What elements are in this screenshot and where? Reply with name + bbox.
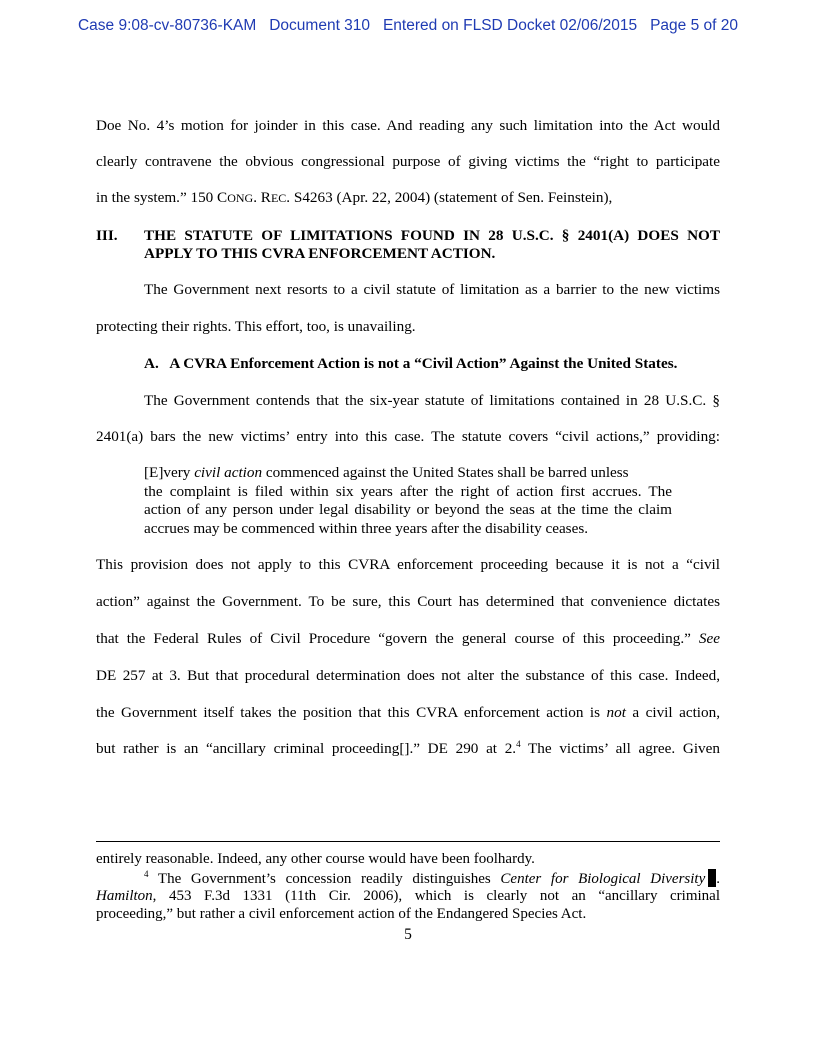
body-line: clearly contravene the obvious congressional purpose of giving victims the “right to participate: [96, 153, 720, 170]
block-quote-line: the complaint is filed within six years after the right of action first accrues. The: [144, 483, 672, 500]
block-quote-line: accrues may be commenced within three years after the disability ceases.: [144, 520, 589, 537]
body-line: the Government itself takes the position that this CVRA enforcement action is not a civil action,: [96, 704, 720, 721]
body-line: Doe No. 4’s motion for joinder in this case. And reading any such limitation into the Act would: [96, 117, 720, 134]
body-line: but rather is an “ancillary criminal proceeding[].” DE 290 at 2.$^4$ The victims’ all agree. Given: [96, 739, 720, 757]
body-line: The Government next resorts to a civil statute of limitation as a barrier to the new victims: [144, 281, 720, 298]
body-line: This provision does not apply to this CVRA enforcement proceeding because it is not a “civil: [96, 556, 720, 573]
document-number: Document 310: [269, 17, 371, 34]
case-number: Case 9:08-cv-80736-KAM: [77, 17, 257, 34]
body-line: The Government contends that the six-year statute of limitations contained in 28 U.S.C. §: [144, 392, 720, 409]
footnote-4-line: proceeding,” but rather a civil enforcement action of the Endangered Species Act.: [96, 906, 587, 922]
footnote-4-line: $^4$ The Government’s concession readily distinguishes Center for Biological Diversity .: [144, 869, 720, 887]
docket-header: [0, 17, 816, 35]
body-line: protecting their rights. This effort, too, is unavailing.: [96, 318, 416, 335]
page-count: Page 5 of 20: [650, 17, 739, 34]
section-heading-line: APPLY TO THIS CVRA ENFORCEMENT ACTION.: [144, 245, 496, 262]
body-line: 2401(a) bars the new victims’ entry into this case. The statute covers “civil actions,” providing:: [96, 428, 720, 445]
section-heading-line: THE STATUTE OF LIMITATIONS FOUND IN 28 U.S.C. § 2401(A) DOES NOT: [144, 227, 720, 244]
body-line: DE 257 at 3. But that procedural determination does not alter the substance of this case. Indeed,: [96, 667, 720, 684]
block-quote-line: action of any person under legal disability or beyond the seas at the time the claim: [144, 501, 672, 518]
footnote-separator: [96, 841, 720, 842]
block-quote-line: [E]very civil action commenced against the United States shall be barred unless: [144, 464, 629, 481]
subheading: A. A CVRA Enforcement Action is not a “Civil Action” Against the United States.: [144, 355, 678, 372]
section-number: III.: [96, 227, 118, 244]
body-line: in the system.” 150 CONG. REC. S4263 (Apr. 22, 2004) (statement of Sen. Feinstein),: [96, 189, 613, 206]
footnote-4-line: Hamilton, 453 F.3d 1331 (11th Cir. 2006), which is clearly not an “ancillary criminal: [96, 888, 720, 904]
footnote-continuation: entirely reasonable. Indeed, any other course would have been foolhardy.: [96, 851, 535, 867]
page-number: 5: [404, 926, 412, 943]
body-line: that the Federal Rules of Civil Procedure “govern the general course of this proceeding.” See: [96, 630, 720, 647]
body-line: action” against the Government. To be sure, this Court has determined that convenience dictates: [96, 593, 720, 610]
footnote-reference: 4: [516, 739, 521, 749]
docket-entry: Entered on FLSD Docket 02/06/2015: [382, 17, 638, 34]
footnote-marker: 4: [144, 869, 149, 879]
